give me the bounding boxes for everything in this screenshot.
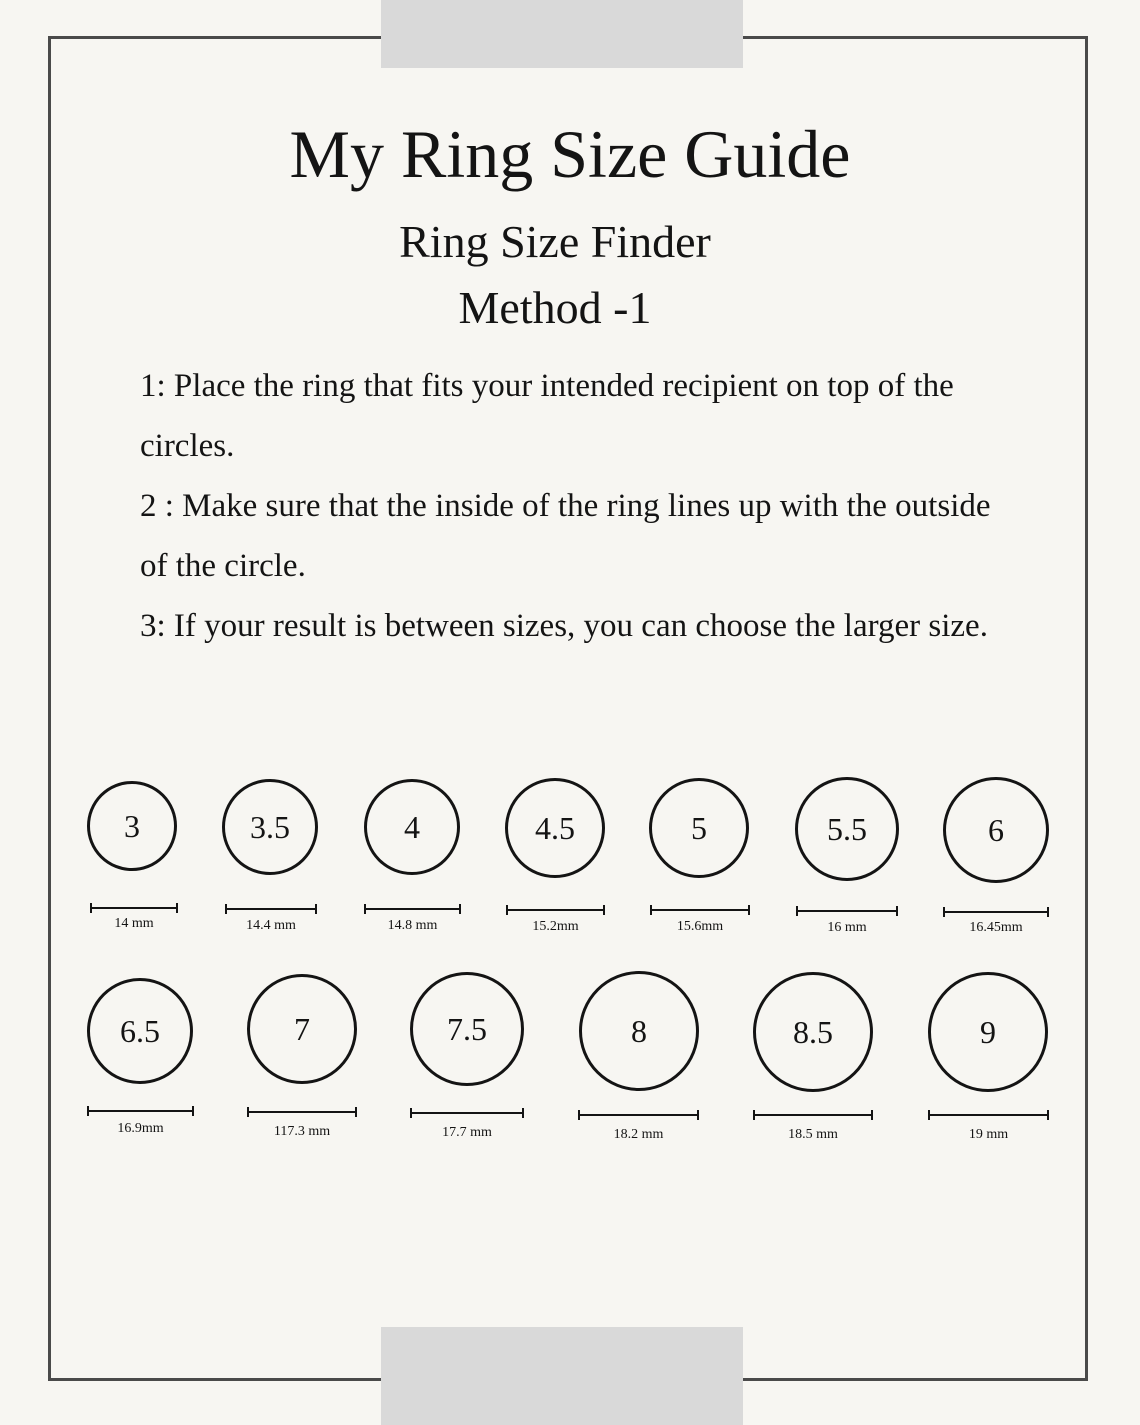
- ring-size-label: 3: [124, 807, 140, 844]
- ring-circle-size-4: [364, 779, 460, 875]
- diameter-label: 18.2 mm: [613, 1127, 664, 1142]
- diameter-label: 17.7 mm: [442, 1125, 492, 1140]
- diameter-ruler: [650, 909, 750, 911]
- ring-circle-size-6.5: [87, 978, 193, 1084]
- diameter-label: 14.4 mm: [246, 918, 296, 933]
- ring-circle-size-3: [87, 781, 177, 871]
- diameter-label: 16.45mm: [969, 920, 1023, 935]
- ring-size-label: 3.5: [250, 808, 290, 845]
- diameter-ruler: [87, 1110, 194, 1112]
- ring-circle-size-6: [943, 777, 1049, 883]
- diameter-ruler: [928, 1114, 1049, 1116]
- ring-circle-size-5: [649, 778, 749, 878]
- ring-circle-size-7: [247, 974, 357, 1084]
- ring-size-label: 8.5: [793, 1013, 833, 1050]
- ring-size-label: 5: [691, 809, 707, 846]
- diameter-label: 19 mm: [968, 1127, 1009, 1142]
- ring-circle-size-3.5: [222, 779, 318, 875]
- diameter-ruler: [753, 1114, 873, 1116]
- ring-circle-size-5.5: [795, 777, 899, 881]
- instruction-1: 1: Place the ring that fits your intended recipient on top of the circles.: [140, 368, 954, 464]
- instruction-3: 3: If your result is between sizes, you can choose the larger size.: [140, 608, 988, 644]
- instruction-2: 2 : Make sure that the inside of the ring lines up with the outside of the circle.: [140, 488, 991, 584]
- diameter-ruler: [943, 911, 1049, 913]
- diameter-ruler: [90, 907, 178, 909]
- ring-circle-size-4.5: [505, 778, 605, 878]
- ring-circle-size-8.5: [753, 972, 873, 1092]
- diameter-label: 15.2mm: [532, 919, 579, 934]
- diameter-label: 15.6mm: [676, 919, 724, 934]
- ring-size-label: 9: [980, 1013, 996, 1050]
- ring-circle-size-7.5: [410, 972, 524, 1086]
- ring-circle-size-9: [928, 972, 1048, 1092]
- diameter-label: 14.8 mm: [387, 918, 438, 933]
- ring-size-label: 4.5: [535, 809, 575, 846]
- diameter-label: 14 mm: [114, 916, 154, 931]
- method-label: Method -1: [458, 282, 652, 333]
- diameter-ruler: [364, 908, 461, 910]
- diameter-ruler: [796, 910, 898, 912]
- ring-circle-size-8: [579, 971, 699, 1091]
- diameter-label: 16 mm: [827, 920, 867, 935]
- ring-size-label: 8: [631, 1012, 647, 1049]
- diameter-ruler: [578, 1114, 699, 1116]
- diameter-label: 18.5 mm: [788, 1127, 838, 1142]
- diameter-label: 117.3 mm: [273, 1124, 331, 1139]
- page-title: My Ring Size Guide: [289, 116, 851, 192]
- diameter-label: 16.9mm: [117, 1121, 164, 1136]
- diameter-ruler: [506, 909, 605, 911]
- diameter-ruler: [225, 908, 317, 910]
- ring-size-label: 7.5: [447, 1010, 487, 1047]
- diameter-ruler: [247, 1111, 357, 1113]
- diameter-ruler: [410, 1112, 524, 1114]
- ring-size-label: 6: [988, 811, 1004, 848]
- subtitle: Ring Size Finder: [399, 216, 711, 267]
- ring-size-label: 7: [294, 1010, 310, 1047]
- ring-size-label: 5.5: [827, 810, 867, 847]
- ring-size-label: 6.5: [120, 1012, 160, 1049]
- ring-size-label: 4: [404, 808, 420, 845]
